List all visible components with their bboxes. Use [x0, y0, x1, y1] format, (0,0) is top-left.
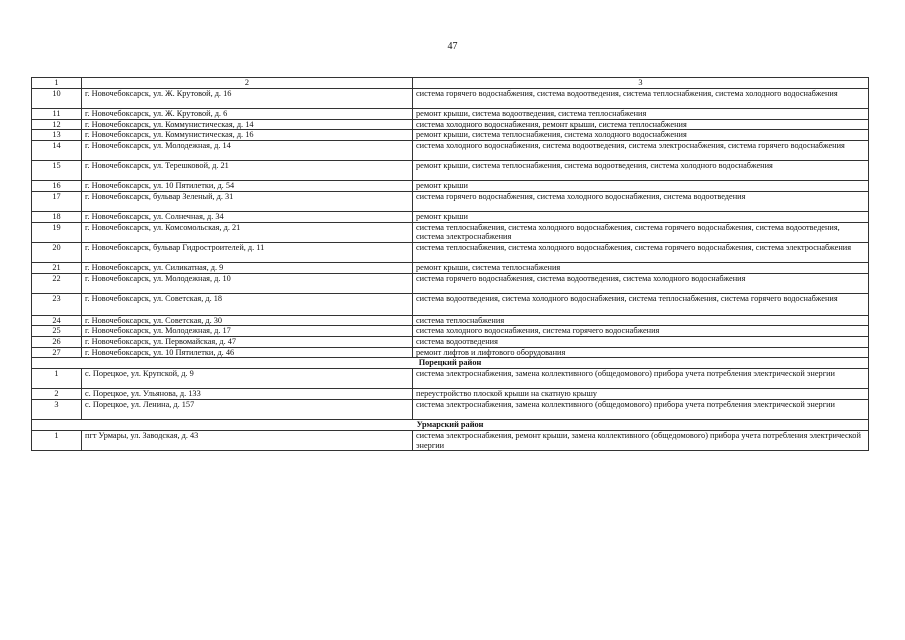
row-number-cell: 11	[32, 109, 82, 120]
row-number-cell: 18	[32, 212, 82, 223]
table-row	[32, 191, 869, 211]
address-cell: г. Новочебоксарск, ул. Ж. Крутовой, д. 16	[82, 89, 413, 109]
table-row	[32, 400, 869, 420]
works-cell: система электроснабжения, замена коллективного (общедомового) прибора учета потребления электрической энергии	[413, 400, 869, 420]
works-cell: система электроснабжения, ремонт крыши, замена коллективного (общедомового) прибора учета потребления электрической энергии	[413, 431, 869, 451]
address-cell: г. Новочебоксарск, ул. Молодежная, д. 14	[82, 140, 413, 160]
works-cell: ремонт крыши, система водоотведения, система теплоснабжения	[413, 109, 869, 120]
works-cell: переустройство плоской крыши на скатную крышу	[413, 389, 869, 400]
works-cell: система водоотведения, система холодного водоснабжения, система теплоснабжения, система горячего водоснабжения	[413, 293, 869, 315]
row-number-cell: 2	[32, 389, 82, 400]
works-cell: ремонт крыши	[413, 212, 869, 223]
row-number-cell: 23	[32, 293, 82, 315]
table-row	[32, 326, 869, 337]
works-cell: ремонт лифтов и лифтового оборудования	[413, 347, 869, 358]
works-cell: система горячего водоснабжения, система водоотведения, система теплоснабжения, система холодного водоснабжения	[413, 89, 869, 109]
address-cell: г. Новочебоксарск, ул. Советская, д. 18	[82, 293, 413, 315]
table-header-row	[32, 78, 869, 89]
table-row	[32, 130, 869, 141]
address-cell: пгт Урмары, ул. Заводская, д. 43	[82, 431, 413, 451]
address-cell: г. Новочебоксарск, ул. Советская, д. 30	[82, 315, 413, 326]
row-number-cell: 1	[32, 431, 82, 451]
address-cell: с. Порецкое, ул. Ленина, д. 157	[82, 400, 413, 420]
row-number-cell: 19	[32, 222, 82, 242]
address-cell: г. Новочебоксарск, ул. Коммунистическая, д. 16	[82, 130, 413, 141]
address-cell: г. Новочебоксарск, ул. Ж. Крутовой, д. 6	[82, 109, 413, 120]
row-number-cell: 27	[32, 347, 82, 358]
row-number-cell: 16	[32, 181, 82, 192]
works-cell: ремонт крыши, система теплоснабжения	[413, 263, 869, 274]
works-cell: система горячего водоснабжения, система водоотведения, система холодного водоснабжения	[413, 273, 869, 293]
section-row	[32, 358, 869, 369]
table-row	[32, 140, 869, 160]
section-title: Порецкий район	[32, 358, 869, 369]
row-number-cell: 26	[32, 337, 82, 348]
address-cell: г. Новочебоксарск, ул. 10 Пятилетки, д. 46	[82, 347, 413, 358]
address-cell: г. Новочебоксарск, ул. Силикатная, д. 9	[82, 263, 413, 274]
row-number-cell: 22	[32, 273, 82, 293]
table-row	[32, 119, 869, 130]
row-number-cell: 12	[32, 119, 82, 130]
address-cell: г. Новочебоксарск, бульвар Гидростроителей, д. 11	[82, 242, 413, 262]
address-cell: г. Новочебоксарск, бульвар Зеленый, д. 31	[82, 191, 413, 211]
row-number-cell: 1	[32, 369, 82, 389]
table-row	[32, 89, 869, 109]
table-row	[32, 212, 869, 223]
works-cell: система холодного водоснабжения, система горячего водоснабжения	[413, 326, 869, 337]
works-cell: ремонт крыши, система теплоснабжения, система водоотведения, система холодного водоснабжения	[413, 161, 869, 181]
address-cell: г. Новочебоксарск, ул. Первомайская, д. 47	[82, 337, 413, 348]
works-cell: система электроснабжения, замена коллективного (общедомового) прибора учета потребления электрической энергии	[413, 369, 869, 389]
table-row	[32, 293, 869, 315]
header-cell-num: 1	[32, 78, 82, 89]
row-number-cell: 17	[32, 191, 82, 211]
table-body	[32, 78, 869, 451]
row-number-cell: 20	[32, 242, 82, 262]
table-row	[32, 222, 869, 242]
address-cell: г. Новочебоксарск, ул. Солнечная, д. 34	[82, 212, 413, 223]
address-cell: с. Порецкое, ул. Ульянова, д. 133	[82, 389, 413, 400]
address-cell: г. Новочебоксарск, ул. Молодежная, д. 10	[82, 273, 413, 293]
table-row	[32, 263, 869, 274]
table-row	[32, 369, 869, 389]
address-cell: г. Новочебоксарск, ул. 10 Пятилетки, д. 54	[82, 181, 413, 192]
works-cell: система горячего водоснабжения, система холодного водоснабжения, система водоотведения	[413, 191, 869, 211]
works-cell: ремонт крыши, система теплоснабжения, система холодного водоснабжения	[413, 130, 869, 141]
table-row	[32, 431, 869, 451]
address-cell: г. Новочебоксарск, ул. Комсомольская, д. 21	[82, 222, 413, 242]
row-number-cell: 14	[32, 140, 82, 160]
header-cell-works: 3	[413, 78, 869, 89]
row-number-cell: 21	[32, 263, 82, 274]
works-table	[31, 77, 869, 451]
works-cell: ремонт крыши	[413, 181, 869, 192]
table-row	[32, 337, 869, 348]
row-number-cell: 10	[32, 89, 82, 109]
address-cell: г. Новочебоксарск, ул. Коммунистическая, д. 14	[82, 119, 413, 130]
table-row	[32, 161, 869, 181]
row-number-cell: 15	[32, 161, 82, 181]
table-row	[32, 273, 869, 293]
table-row	[32, 389, 869, 400]
row-number-cell: 24	[32, 315, 82, 326]
works-cell: система холодного водоснабжения, система водоотведения, система электроснабжения, система горячего водоснабжения	[413, 140, 869, 160]
address-cell: г. Новочебоксарск, ул. Молодежная, д. 17	[82, 326, 413, 337]
table-row	[32, 109, 869, 120]
row-number-cell: 13	[32, 130, 82, 141]
header-cell-address: 2	[82, 78, 413, 89]
table-row	[32, 347, 869, 358]
section-title: Урмарский район	[32, 420, 869, 431]
works-cell: система теплоснабжения	[413, 315, 869, 326]
table-row	[32, 315, 869, 326]
row-number-cell: 25	[32, 326, 82, 337]
address-cell: с. Порецкое, ул. Крупской, д. 9	[82, 369, 413, 389]
works-cell: система теплоснабжения, система холодного водоснабжения, система горячего водоснабжения, система водоотведения, система электроснабжения	[413, 222, 869, 242]
address-cell: г. Новочебоксарск, ул. Терешковой, д. 21	[82, 161, 413, 181]
works-cell: система теплоснабжения, система холодного водоснабжения, система горячего водоснабжения, система электроснабжения	[413, 242, 869, 262]
page-number: 47	[447, 41, 458, 52]
table-row	[32, 181, 869, 192]
works-cell: система холодного водоснабжения, ремонт крыши, система теплоснабжения	[413, 119, 869, 130]
row-number-cell: 3	[32, 400, 82, 420]
table-row	[32, 242, 869, 262]
works-cell: система водоотведения	[413, 337, 869, 348]
section-row	[32, 420, 869, 431]
